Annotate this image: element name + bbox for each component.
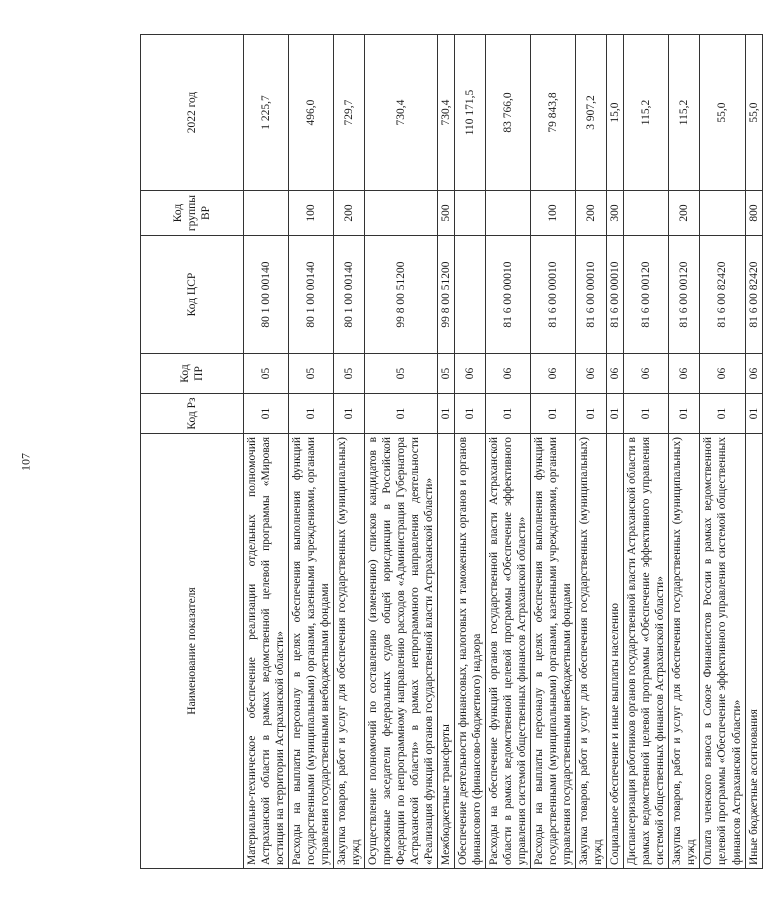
row-value: 729,7 [334,35,365,191]
row-name: Иные бюджетные ассигнования [745,434,762,869]
row-vr: 200 [669,191,700,236]
row-vr: 200 [334,191,365,236]
header-csr: Код ЦСР [141,236,244,354]
row-vr [486,191,531,236]
row-name: Расходы на обеспечение функций органов государственной власти Астраханской области в рамках ведомственной целевой программы «Обеспечение эффективного управления системой общественных финансов Астраханской области» [486,434,531,869]
row-value: 1 225,7 [244,35,289,191]
row-vr: 800 [745,191,762,236]
table-row [745,35,762,869]
row-name: Закупка товаров, работ и услуг для обеспечения государственных (муниципальных) нужд [334,434,365,869]
row-rz: 01 [486,394,531,434]
row-pr: 05 [365,354,438,394]
row-csr: 80 1 00 00140 [244,236,289,354]
row-value: 79 843,8 [531,35,576,191]
row-csr: 81 6 00 00120 [669,236,700,354]
row-rz: 01 [745,394,762,434]
table-body [244,35,763,869]
table-row [455,35,486,869]
row-vr [455,191,486,236]
row-name: Диспансеризация работников органов государственной власти Астраханской области в рамках ведомственной целевой программы «Обеспечение эффективного управления системой общественных финансов Астраханской области» [624,434,669,869]
row-vr [244,191,289,236]
page-number: 107 [18,453,33,471]
row-csr: 99 8 00 51200 [365,236,438,354]
row-value: 115,2 [669,35,700,191]
table-row [624,35,669,869]
row-name: Материально-техническое обеспечение реализации отдельных полномочий Астраханской области в рамках ведомственной целевой программы «Мировая юстиция на территории Астраханской области» [244,434,289,869]
row-value: 110 171,5 [455,35,486,191]
table-row [486,35,531,869]
table-row [669,35,700,869]
row-value: 496,0 [289,35,334,191]
row-csr [455,236,486,354]
row-pr: 05 [438,354,455,394]
row-rz: 01 [607,394,624,434]
row-rz: 01 [576,394,607,434]
row-vr: 300 [607,191,624,236]
row-vr: 200 [576,191,607,236]
row-value: 15,0 [607,35,624,191]
row-pr: 06 [700,354,745,394]
table-row [334,35,365,869]
row-name: Межбюджетные трансферты [438,434,455,869]
row-vr [365,191,438,236]
row-name: Расходы на выплаты персоналу в целях обеспечения выполнения функций государственными (муниципальными) органами, казенными учреждениями, органами управления государственными внебюджетными фондами [289,434,334,869]
row-vr: 500 [438,191,455,236]
row-rz: 01 [669,394,700,434]
row-csr: 81 6 00 00010 [531,236,576,354]
row-csr: 81 6 00 82420 [745,236,762,354]
row-name: Оплата членского взноса в Союзе Финансистов России в рамках ведомственной целевой программы «Обеспечение эффективного управления системой общественных финансов Астраханской области» [700,434,745,869]
row-value: 83 766,0 [486,35,531,191]
budget-table [140,34,763,869]
row-rz: 01 [455,394,486,434]
row-pr: 06 [486,354,531,394]
header-year: 2022 год [141,35,244,191]
row-value: 55,0 [745,35,762,191]
row-pr: 06 [624,354,669,394]
row-rz: 01 [438,394,455,434]
row-pr: 06 [669,354,700,394]
row-name: Закупка товаров, работ и услуг для обеспечения государственных (муниципальных) нужд [576,434,607,869]
row-pr: 06 [607,354,624,394]
row-csr: 80 1 00 00140 [334,236,365,354]
row-name: Обеспечение деятельности финансовых, налоговых и таможенных органов и органов финансового (финансово-бюджетного) надзора [455,434,486,869]
row-rz: 01 [624,394,669,434]
row-value: 55,0 [700,35,745,191]
row-pr: 06 [455,354,486,394]
row-name: Закупка товаров, работ и услуг для обеспечения государственных (муниципальных) нужд [669,434,700,869]
row-value: 730,4 [438,35,455,191]
row-rz: 01 [700,394,745,434]
row-rz: 01 [531,394,576,434]
row-pr: 05 [334,354,365,394]
table-row [244,35,289,869]
table-row [438,35,455,869]
row-csr: 81 6 00 00010 [486,236,531,354]
row-rz: 01 [244,394,289,434]
row-name: Социальное обеспечение и иные выплаты населению [607,434,624,869]
row-vr [624,191,669,236]
row-name: Расходы на выплаты персоналу в целях обеспечения выполнения функций государственными (муниципальными) органами, казенными учреждениями, органами управления государственными внебюджетными фондами [531,434,576,869]
header-pr: Код ПР [141,354,244,394]
header-rz: Код Рз [141,394,244,434]
table-row [576,35,607,869]
row-name: Осуществление полномочий по составлению (изменению) списков кандидатов в присяжные заседатели федеральных судов общей юрисдикции в Российской Федерации по непрограммному направлению расходов «Администрация Губернатора Астраханской области» в рамках непрограммного направления деятельности «Реализация функций органов государственной власти Астраханской области» [365,434,438,869]
table-row [289,35,334,869]
row-pr: 05 [289,354,334,394]
row-value: 730,4 [365,35,438,191]
row-pr: 05 [244,354,289,394]
row-rz: 01 [334,394,365,434]
table-row [365,35,438,869]
row-csr: 99 8 00 51200 [438,236,455,354]
row-csr: 81 6 00 00010 [607,236,624,354]
row-pr: 06 [576,354,607,394]
table-header-row [141,35,244,869]
row-pr: 06 [745,354,762,394]
row-value: 3 907,2 [576,35,607,191]
row-csr: 81 6 00 00010 [576,236,607,354]
row-rz: 01 [289,394,334,434]
row-vr: 100 [289,191,334,236]
row-csr: 80 1 00 00140 [289,236,334,354]
row-vr [700,191,745,236]
row-csr: 81 6 00 00120 [624,236,669,354]
row-pr: 06 [531,354,576,394]
row-csr: 81 6 00 82420 [700,236,745,354]
table-row [531,35,576,869]
row-vr: 100 [531,191,576,236]
row-rz: 01 [365,394,438,434]
header-vr: Код группы ВР [141,191,244,236]
rotated-table-container [140,35,760,869]
table-row [607,35,624,869]
row-value: 115,2 [624,35,669,191]
header-name: Наименование показателя [141,434,244,869]
table-row [700,35,745,869]
